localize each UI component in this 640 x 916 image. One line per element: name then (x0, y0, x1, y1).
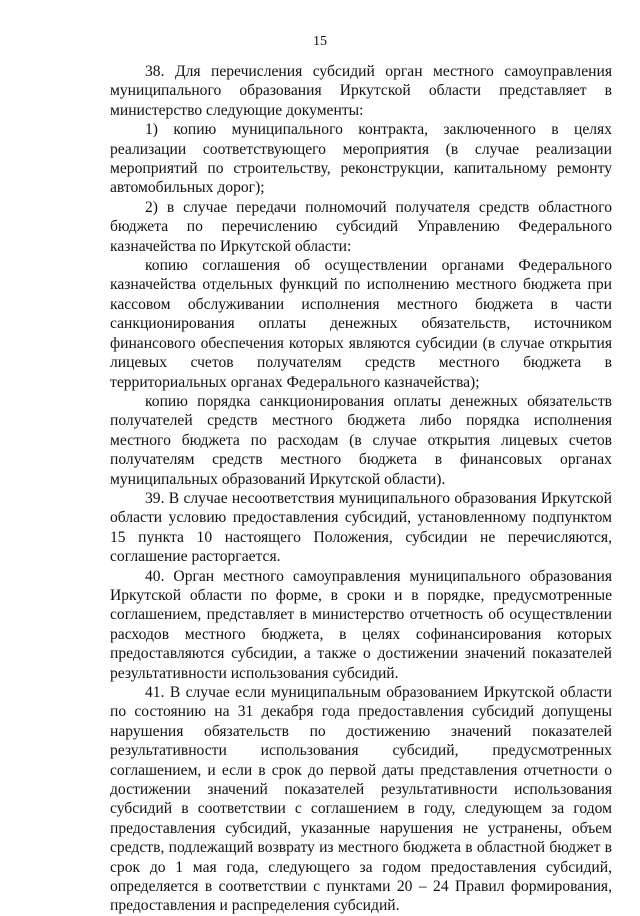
paragraph-41: 41. В случае если муниципальным образованием Иркутской области по состоянию на 31 декабря года предоставления субсидий допущены нарушения обязательств по достижению значений показателей результативности использования субсидий, предусмотренных соглашением, и если в срок до первой даты представления отчетности о достижении значений показателей результативности использования субсидий в соответствии с соглашением в году, следующем за годом предоставления субсидий, указанные нарушения не устранены, объем средств, подлежащий возврату из местного бюджета в областной бюджет в срок до 1 мая года, следующего за годом предоставления субсидий, определяется в соответствии с пунктами 20 – 24 Правил формирования, предоставления и распределения субсидий. (110, 684, 612, 915)
paragraph-40: 40. Орган местного самоуправления муниципального образования Иркутской области по форме, в сроки и в порядке, предусмотренные соглашением, представляет в министерство отчетность об осуществлении расходов местного бюджета, в целях софинансирования которых предоставляются субсидии, а также о достижении значений показателей результативности использования субсидий. (110, 567, 612, 682)
paragraph-38-item-1: 1) копию муниципального контракта, заключенного в целях реализации соответствующего мероприятия (в случае реализации мероприятий по строительству, реконструкции, капитальному ремонту автомобильных дорог); (110, 121, 612, 197)
paragraph-39: 39. В случае несоответствия муниципального образования Иркутской области условию предоставления субсидий, установленному подпунктом 15 пункта 10 настоящего Положения, субсидии не перечисляются, соглашение расторгается. (110, 489, 612, 566)
paragraph-38-item-2: 2) в случае передачи полномочий получателя средств областного бюджета по перечислению субсидий Управлению Федерального казначейства по Иркутской области: (110, 198, 612, 255)
document-body (110, 62, 612, 916)
paragraph-38: 38. Для перечисления субсидий орган местного самоуправления муниципального образования Иркутской области представляет в министерство следующие документы: (110, 63, 612, 119)
paragraph-38-item-2-procedure-copy: копию порядка санкционирования оплаты денежных обязательств получателей средств местного бюджета либо порядка исполнения местного бюджета по расходам (в случае открытия лицевых счетов получателям средств местного бюджета в финансовых органах муниципальных образований Иркутской области). (110, 392, 612, 488)
paragraph-38-item-2-agreement-copy: копию соглашения об осуществлении органами Федерального казначейства отдельных функций по исполнению местного бюджета при кассовом обслуживании исполнения местного бюджета в части санкционирования оплаты денежных обязательств, источником финансового обеспечения которых являются субсидии (в случае открытия лицевых счетов получателям средств местного бюджета в территориальных органах Федерального казначейства); (110, 257, 612, 391)
page-number: 15 (313, 34, 327, 49)
